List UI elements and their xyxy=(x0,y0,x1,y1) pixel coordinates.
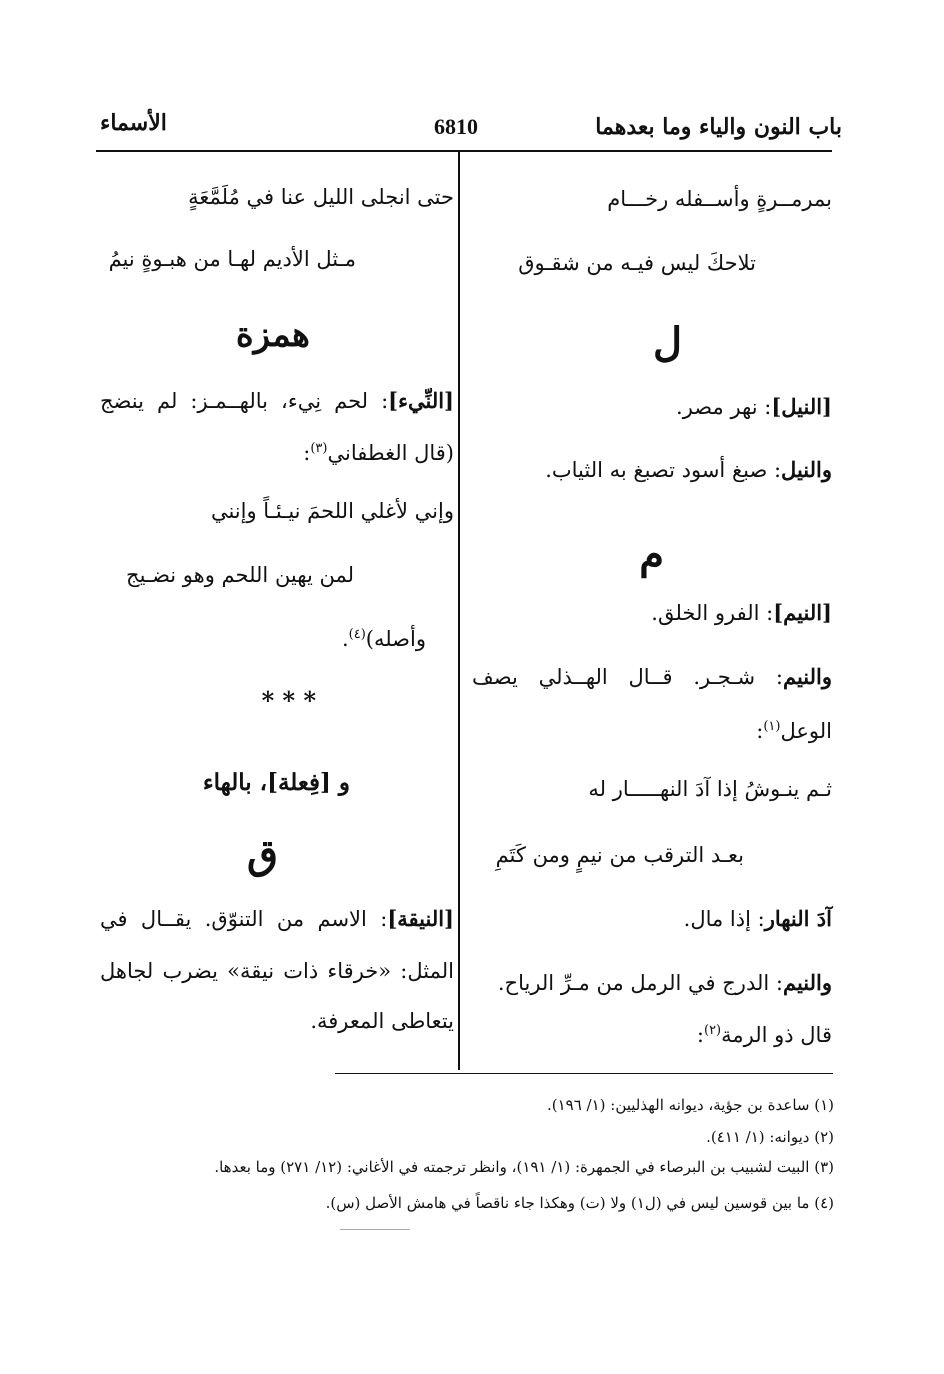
entry-text: وأصله) xyxy=(365,627,426,651)
punctuation: : xyxy=(756,719,764,743)
section-separator-stars: * * * xyxy=(261,686,316,715)
entry-line xyxy=(498,968,832,998)
entry-text: : صبغ أسود تصبغ به الثياب. xyxy=(545,458,782,482)
entry-line xyxy=(756,712,832,746)
running-head-chapter: باب النون والياء وما بعدهما xyxy=(595,114,842,140)
footnote: (١) ساعدة بن جؤية، ديوانه الهذليين: (١/ ١٩٦). xyxy=(546,1096,834,1114)
entry-text: : نهر مصر. xyxy=(676,395,772,419)
punctuation: . xyxy=(341,627,349,651)
entry-line xyxy=(342,620,426,654)
footnote: (٢) ديوانه: (١/ ٤١١). xyxy=(706,1128,834,1146)
entry-line xyxy=(676,392,832,422)
footnote-ref: (٤) xyxy=(348,627,366,642)
entry-headword: [النيم] xyxy=(773,600,832,625)
entry-line xyxy=(472,662,832,692)
footnote-ref: (٣) xyxy=(310,441,328,456)
letter-heading-qaf: ق xyxy=(246,831,278,878)
entry-line xyxy=(684,904,832,934)
entry-headword: والنيم xyxy=(782,970,832,995)
entry-headword: [النيل] xyxy=(771,394,832,419)
entry-text: : الاسم من التنوّق. يقــال في xyxy=(100,907,388,931)
footnote: (٣) البيت لشبيب بن البرصاء في الجمهرة: (١/ ١٩١)، وانظر ترجمته في الأغاني: (١٢/ ٢٧١) وما بعدها. xyxy=(214,1158,834,1176)
footnote-rule xyxy=(335,1073,833,1074)
verse-line: مـثل الأديم لهـا من هبـوةٍ نيمُ xyxy=(108,247,356,271)
entry-headword: والنيل xyxy=(781,457,832,482)
verse-line: بمرمــرةٍ وأســفله رخـــام xyxy=(607,187,832,211)
entry-headword: [النِّيء] xyxy=(388,388,454,413)
entry-line: المثل: «خرقاء ذات نيقة» يضرب لجاهل xyxy=(100,959,454,983)
page-number: 6810 xyxy=(434,114,478,139)
footnote-ref: (١) xyxy=(763,719,781,734)
entry-text: : الفرو الخلق. xyxy=(651,601,774,625)
column-divider xyxy=(458,152,460,1070)
footnote: (٤) ما بين قوسين ليس في (ل١) ولا (ت) وهكذا جاء ناقصاً في هامش الأصل (س). xyxy=(325,1194,834,1212)
entry-line xyxy=(303,434,454,468)
entry-text: (قال الغطفاني xyxy=(327,441,454,465)
letter-heading-lam: ل xyxy=(652,319,682,366)
verse-line: وإني لأغلي اللحمَ نيـئـاً وإنني xyxy=(210,499,454,523)
letter-heading-mim: م xyxy=(639,531,664,578)
entry-text: : إذا مال. xyxy=(683,907,765,931)
entry-headword: والنيم xyxy=(782,664,832,689)
entry-line xyxy=(100,904,454,934)
entry-text: : الدرج في الرمل من مـرِّ الرياح. xyxy=(497,971,783,995)
entry-line xyxy=(651,598,832,628)
verse-line: ثـم ينـوشُ إذا آدَ النهـــــار له xyxy=(588,777,832,801)
entry-headword: [النيقة] xyxy=(387,906,454,931)
bottom-mark xyxy=(340,1229,410,1230)
entry-text: : شـجـر. قــال الهــذلي يصف xyxy=(472,665,783,689)
entry-text: : لحم نِيء، بالهــمـز: لم ينضج xyxy=(100,389,389,413)
header-rule xyxy=(96,150,832,152)
punctuation: : xyxy=(696,1023,704,1047)
entry-text: قال ذو الرمة xyxy=(721,1023,832,1047)
punctuation: : xyxy=(303,441,311,465)
entry-line xyxy=(100,386,454,416)
entry-headword: آدَ النهار xyxy=(764,906,832,931)
running-head-section: الأسماء xyxy=(100,110,167,136)
verse-line: تلاحكَ ليس فيـه من شقـوق xyxy=(518,251,756,275)
section-heading-fila: و [فِعلة]، بالهاء xyxy=(202,769,350,796)
entry-text: الوعل xyxy=(780,719,832,743)
verse-line: بعـد الترقب من نيمٍ ومن كَتَمِ xyxy=(495,843,744,867)
verse-line: لمن يهين اللحم وهو نضـيج xyxy=(126,563,354,587)
entry-line xyxy=(545,455,832,485)
entry-line xyxy=(697,1016,832,1050)
footnote-ref: (٢) xyxy=(703,1023,722,1038)
entry-line: يتعاطى المعرفة. xyxy=(310,1009,454,1033)
section-heading-hamza: همزة xyxy=(235,315,310,355)
verse-line: حتى انجلى الليل عنا في مُلَمَّعَةٍ xyxy=(188,185,454,209)
